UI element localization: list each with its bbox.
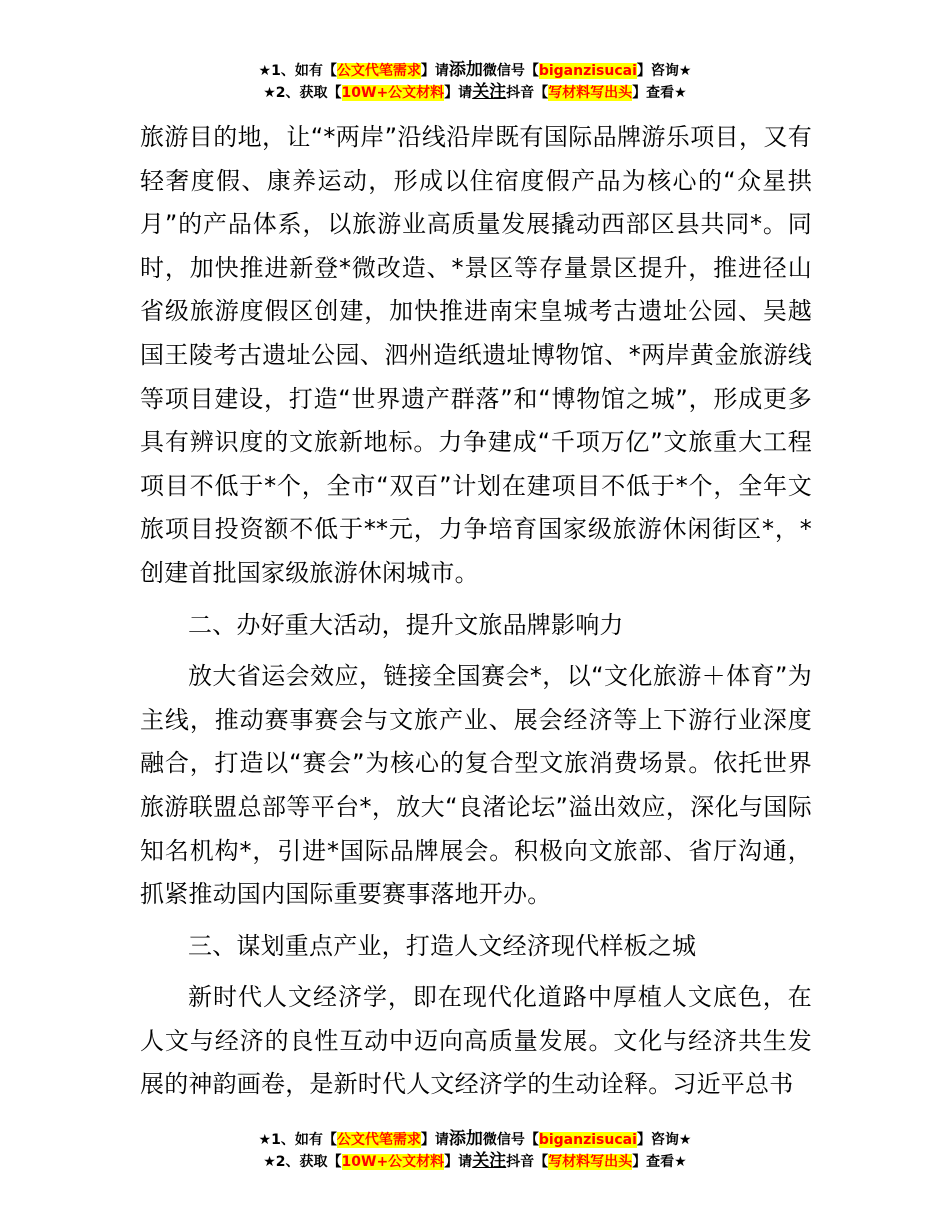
footer-line-2-mid2: 抖音【: [506, 1154, 549, 1170]
footer-line-1-highlight-service: 公文代笔需求: [336, 1132, 421, 1148]
footer-line-2-prefix: ★2、获取【: [263, 1154, 342, 1170]
header-line-2-mid: 】请: [444, 85, 473, 101]
header-banner: [0, 59, 950, 103]
footer-line-1: [0, 1128, 950, 1150]
footer-line-1-mid: 】请: [420, 1132, 449, 1148]
paragraph-1: 旅游目的地，让“*两岸”沿线沿岸既有国际品牌游乐项目，又有轻奢度假、康养运动，形成以住宿度假产品为核心的“众星拱月”的产品体系，以旅游业高质量发展撬动西部区县共同*。同时，加快推进新登*微改造、*景区等存量景区提升，推进径山省级旅游度假区创建，加快推进南宋皇城考古遗址公园、吴越国王陵考古遗址公园、泗州造纸遗址博物馆、*两岸黄金旅游线等项目建设，打造“世界遗产群落”和“博物馆之城”，形成更多具有辨识度的文旅新地标。力争建成“千项万亿”文旅重大工程项目不低于*个，全市“双百”计划在建项目不低于*个，全年文旅项目投资额不低于**元，力争培育国家级旅游休闲街区*，*创建首批国家级旅游休闲城市。: [140, 123, 812, 587]
header-line-1-highlight-wechat: biganzisucai: [538, 63, 637, 79]
document-body: [140, 116, 812, 1107]
footer-line-2: [0, 1150, 950, 1172]
footer-banner: [0, 1128, 950, 1172]
footer-line-2-highlight-materials: 10W+公文材料: [341, 1154, 445, 1170]
header-line-2-suffix: 】查看★: [632, 85, 687, 101]
footer-line-1-mid2: 微信号【: [482, 1132, 539, 1148]
header-line-2-highlight-materials: 10W+公文材料: [341, 85, 445, 101]
footer-line-2-emphasis: 关注: [472, 1151, 507, 1171]
header-line-1-prefix: ★1、如有【: [258, 63, 337, 79]
header-line-1-highlight-service: 公文代笔需求: [336, 63, 421, 79]
header-line-2: [0, 81, 950, 103]
header-line-2-emphasis: 关注: [472, 82, 507, 102]
paragraph-2: 放大省运会效应，链接全国赛会*，以“文化旅游＋体育”为主线，推动赛事赛会与文旅产业、展会经济等上下游行业深度融合，打造以“赛会”为核心的复合型文旅消费场景。依托世界旅游联盟总部等平台*，放大“良渚论坛”溢出效应，深化与国际知名机构*，引进*国际品牌展会。积极向文旅部、省厅沟通，抓紧推动国内国际重要赛事落地开办。: [140, 662, 812, 909]
header-line-1-mid: 】请: [420, 63, 449, 79]
paragraph-3: 新时代人文经济学，即在现代化道路中厚植人文底色，在人文与经济的良性互动中迈向高质量发展。文化与经济共生发展的神韵画卷，是新时代人文经济学的生动诠释。习近平总书: [140, 983, 812, 1099]
footer-line-2-suffix: 】查看★: [632, 1154, 687, 1170]
header-line-1: [0, 59, 950, 81]
header-line-1-emphasis: 添加: [448, 60, 483, 80]
header-line-2-prefix: ★2、获取【: [263, 85, 342, 101]
header-line-2-highlight-douyin: 写材料写出头: [548, 85, 633, 101]
footer-line-1-suffix: 】咨询★: [636, 1132, 692, 1148]
header-line-1-suffix: 】咨询★: [636, 63, 692, 79]
footer-line-2-highlight-douyin: 写材料写出头: [548, 1154, 633, 1170]
footer-line-1-prefix: ★1、如有【: [258, 1132, 337, 1148]
footer-line-1-emphasis: 添加: [448, 1129, 483, 1149]
footer-line-2-mid: 】请: [444, 1154, 473, 1170]
header-line-1-mid2: 微信号【: [482, 63, 539, 79]
footer-line-1-highlight-wechat: biganzisucai: [538, 1132, 637, 1148]
section-heading-3: 三、谋划重点产业，打造人文经济现代样板之城: [188, 931, 697, 960]
header-line-2-mid2: 抖音【: [506, 85, 549, 101]
section-heading-2: 二、办好重大活动，提升文旅品牌影响力: [188, 610, 624, 639]
